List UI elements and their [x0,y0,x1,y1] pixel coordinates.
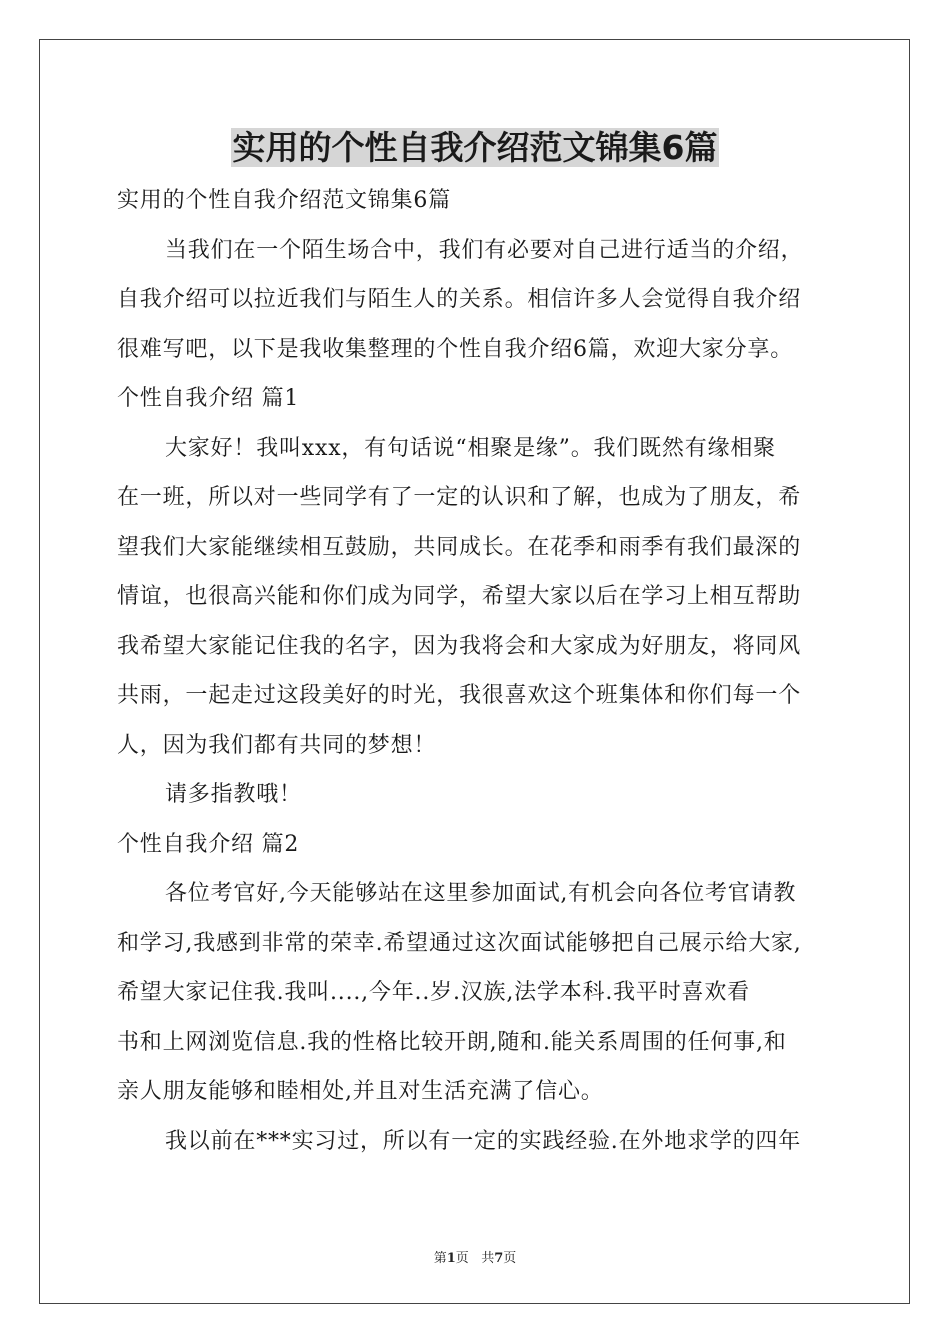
footer-prefix: 第 [433,1251,447,1266]
paragraph-line: 希望大家记住我.我叫....,今年..岁.汉族,法学本科.我平时喜欢看 [117,980,750,1005]
footer-current-page: 1 [446,1251,456,1266]
paragraph-line: 我以前在***实习过，所以有一定的实践经验.在外地求学的四年 [165,1128,801,1154]
paragraph-line: 情谊，也很高兴能和你们成为同学，希望大家以后在学习上相互帮助 [117,584,802,609]
paragraph-line: 人，因为我们都有共同的梦想！ [117,732,437,758]
paragraph-line: 亲人朋友能够和睦相处,并且对生活充满了信心。 [117,1079,604,1104]
document-body [117,176,837,1166]
paragraph-line: 自我介绍可以拉近我们与陌生人的关系。相信许多人会觉得自我介绍 [117,287,802,312]
paragraph-line: 请多指教哦！ [165,782,302,807]
page-footer [0,1247,950,1266]
document-title [0,124,950,172]
footer-mid: 页 共 [455,1251,495,1266]
paragraph-line: 书和上网浏览信息.我的性格比较开朗,随和.能关系周围的任何事,和 [117,1029,787,1055]
paragraph-line: 大家好！我叫xxx，有句话说“相聚是缘”。我们既然有缘相聚 [165,435,776,461]
section-heading: 个性自我介绍 篇1 [117,386,300,411]
footer-total-pages: 7 [494,1251,504,1266]
paragraph-line: 各位考官好,今天能够站在这里参加面试,有机会向各位考官请教 [165,881,797,906]
paragraph-line: 我希望大家能记住我的名字，因为我将会和大家成为好朋友，将同风 [117,633,802,659]
document-title-text: 实用的个性自我介绍范文锦集6篇 [232,128,718,167]
section-heading: 个性自我介绍 篇2 [117,831,300,857]
paragraph-line: 共雨，一起走过这段美好的时光，我很喜欢这个班集体和你们每一个 [117,683,802,708]
paragraph-line: 在一班，所以对一些同学有了一定的认识和了解，也成为了朋友，希 [117,485,802,510]
paragraph-line: 望我们大家能继续相互鼓励，共同成长。在花季和雨季有我们最深的 [117,534,802,560]
paragraph-line: 很难写吧，以下是我收集整理的个性自我介绍6篇，欢迎大家分享。 [117,336,793,362]
footer-suffix: 页 [503,1251,517,1266]
paragraph-line: 和学习,我感到非常的荣幸.希望通过这次面试能够把自己展示给大家, [117,930,802,956]
subtitle-line: 实用的个性自我介绍范文锦集6篇 [117,188,451,213]
paragraph-line: 当我们在一个陌生场合中，我们有必要对自己进行适当的介绍， [165,237,804,263]
